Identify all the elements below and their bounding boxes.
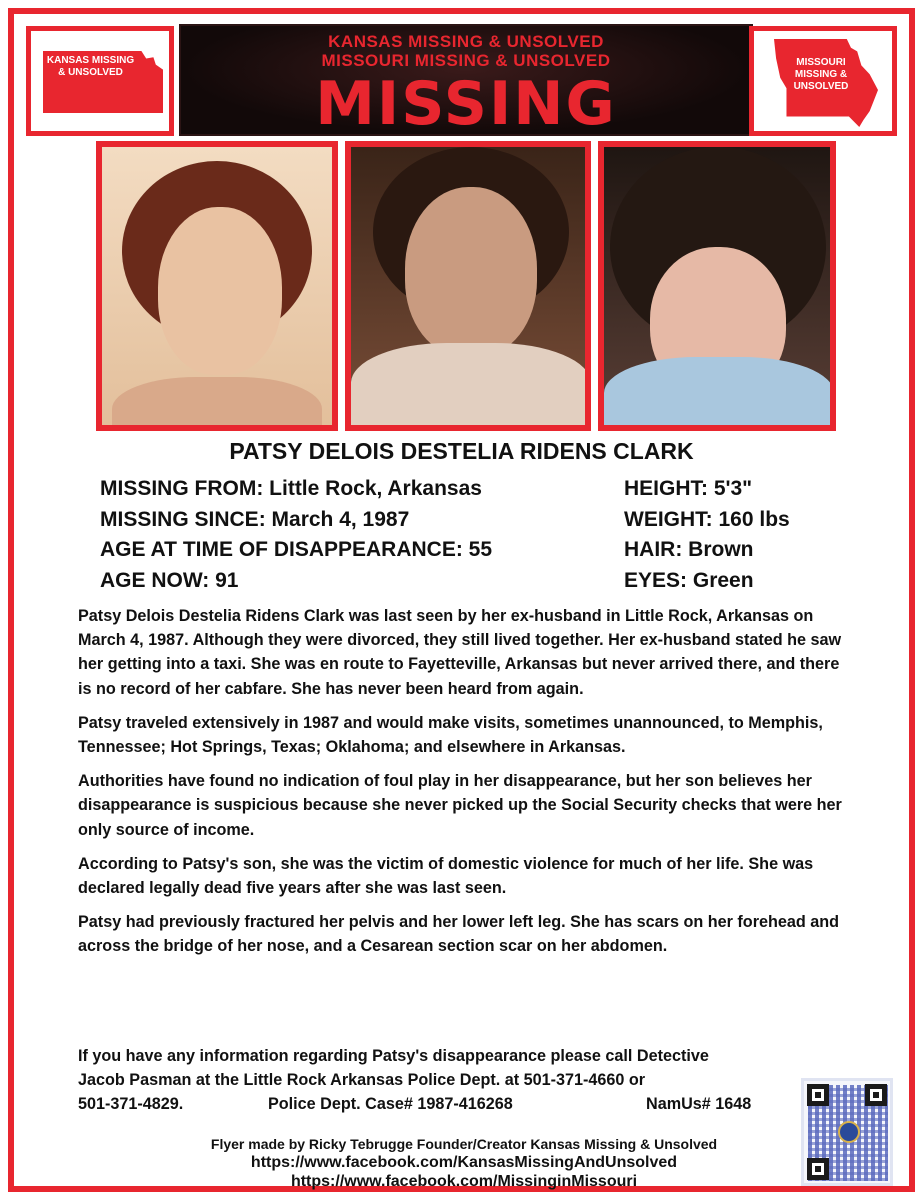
story-paragraph: Patsy traveled extensively in 1987 and would make visits, sometimes unannounced, to Memphis, Tennessee; Hot Springs, Texas; Oklahoma; and elsewhere in Arkansas. xyxy=(78,713,823,757)
contact-line-2: Jacob Pasman at the Little Rock Arkansas Police Dept. at 501-371-4660 or xyxy=(78,1071,646,1090)
header-banner xyxy=(179,24,753,139)
banner-missing-title: MISSING xyxy=(315,69,617,139)
missing-from: MISSING FROM: Little Rock, Arkansas xyxy=(100,477,482,500)
age-at-disappearance: AGE AT TIME OF DISAPPEARANCE: 55 xyxy=(100,538,493,561)
kansas-logo xyxy=(26,26,174,136)
contact-phone-2: 501-371-4829. xyxy=(78,1095,184,1113)
age-now: AGE NOW: 91 xyxy=(100,568,239,592)
namus-number: NamUs# 1648 xyxy=(646,1095,752,1113)
missouri-logo xyxy=(749,26,897,136)
banner-kansas-line: KANSAS MISSING & UNSOLVED xyxy=(328,32,604,51)
contact-info xyxy=(78,1044,818,1113)
flyer-credit: Flyer made by Ricky Tebrugge Founder/Creator Kansas Missing & Unsolved xyxy=(210,1136,718,1152)
kansas-logo-text: KANSAS MISSING & UNSOLVED xyxy=(46,55,135,78)
facts-left xyxy=(100,474,600,596)
facebook-link-missouri[interactable]: https://www.facebook.com/MissinginMissouri xyxy=(290,1173,638,1190)
photo-3 xyxy=(598,141,836,431)
banner-missouri-line: MISSOURI MISSING & UNSOLVED xyxy=(321,51,611,70)
weight: WEIGHT: 160 lbs xyxy=(624,507,790,531)
missing-poster xyxy=(8,8,915,1192)
missing-person-name: PATSY DELOIS DESTELIA RIDENS CLARK xyxy=(229,438,694,464)
missing-since: MISSING SINCE: March 4, 1987 xyxy=(100,507,410,531)
height: HEIGHT: 5'3" xyxy=(624,477,753,500)
contact-line-1: If you have any information regarding Patsy's disappearance please call Detective xyxy=(78,1047,709,1065)
hair-color: HAIR: Brown xyxy=(624,538,754,561)
story-paragraph: According to Patsy's son, she was the victim of domestic violence for much of her life. She was declared legally dead five years after she was last seen. xyxy=(78,854,814,898)
police-case-number: Police Dept. Case# 1987-416268 xyxy=(268,1095,513,1113)
case-description xyxy=(78,604,848,969)
eye-color: EYES: Green xyxy=(624,568,754,592)
story-paragraph: Patsy Delois Destelia Ridens Clark was last seen by her ex-husband in Little Rock, Arkansas on March 4, 1987. Although they were divorced, they still lived together. Her ex-husband stated he saw her getting into a taxi. She was en route to Fayetteville, Arkansas but never arrived there, and there is no record of her cabfare. She has never been heard from again. xyxy=(78,607,842,698)
facebook-link-kansas[interactable]: https://www.facebook.com/KansasMissingAndUnsolved xyxy=(250,1154,678,1171)
photo-2 xyxy=(345,141,591,431)
missouri-logo-text: MISSOURI MISSING & UNSOLVED xyxy=(793,57,849,92)
footer xyxy=(14,1136,914,1191)
photo-1 xyxy=(96,141,338,431)
story-paragraph: Patsy had previously fractured her pelvis and her lower left leg. She has scars on her forehead and across the bridge of her nose, and a Cesarean section scar on her abdomen. xyxy=(78,913,840,956)
case-row xyxy=(78,1092,818,1116)
story-paragraph: Authorities have found no indication of foul play in her disappearance, but her son believes her disappearance is suspicious because she never picked up the Social Security checks that were her only source of income. xyxy=(78,772,842,839)
facts-right xyxy=(624,474,884,596)
